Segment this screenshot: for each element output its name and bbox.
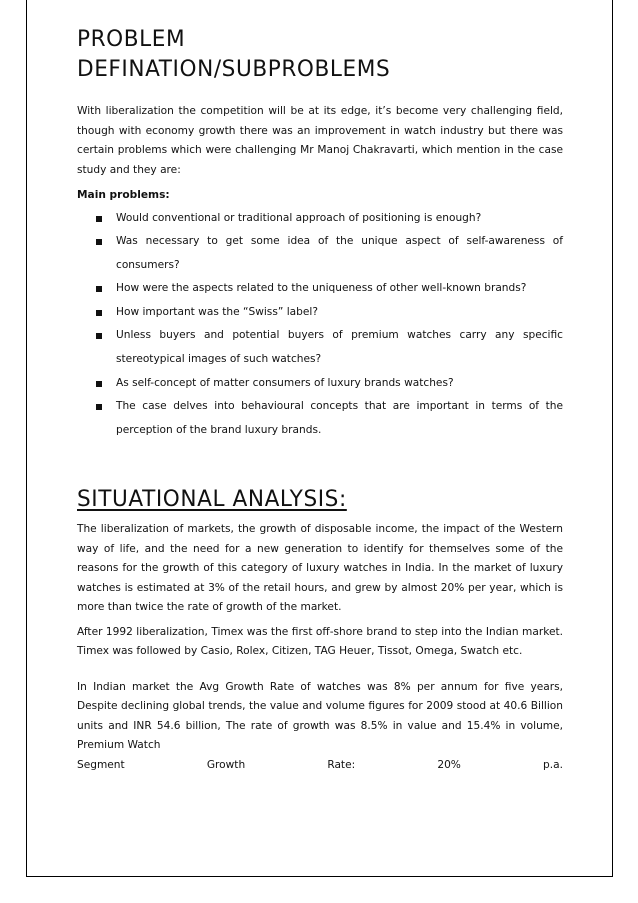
main-problems-label: Main problems:: [77, 189, 170, 201]
document-content: [77, 24, 563, 775]
problem-intro: With liberalization the competition will be at its edge, it’s become very challenging field, though with economy growth there was an improvement in watch industry but there was certain problems which were challenging Mr Manoj Chakravarti, which mention in the case study and they are:: [77, 105, 563, 176]
bullet-square-icon: [96, 381, 102, 387]
list-item: [77, 230, 563, 277]
list-item: [77, 301, 563, 325]
bullet-square-icon: [96, 404, 102, 410]
growth-word: 20%: [437, 758, 461, 771]
situational-para-1: The liberalization of markets, the growth of disposable income, the impact of the Western way of life, and the need for a new generation to identify for themselves some of the reasons for the growth of this category of luxury watches in India. In the market of luxury watches is estimated at 3% of the retail hours, and grew by almost 20% per year, which is more than twice the rate of growth of the market.: [77, 523, 563, 614]
list-item-text: The case delves into behavioural concepts that are important in terms of the perception of the brand luxury brands.: [116, 400, 563, 436]
list-item-text: How important was the “Swiss” label?: [116, 305, 318, 318]
problem-heading: [77, 24, 544, 84]
list-item: [77, 395, 563, 442]
list-item-text: How were the aspects related to the uniqueness of other well-known brands?: [116, 282, 527, 295]
list-item: [77, 207, 563, 231]
bullet-square-icon: [96, 286, 102, 292]
list-item: [77, 324, 563, 371]
situational-heading: [77, 484, 544, 514]
list-item: [77, 372, 563, 396]
growth-word: Rate:: [327, 758, 356, 771]
list-item: [77, 277, 563, 301]
bullet-square-icon: [96, 239, 102, 245]
problem-heading-line1: PROBLEM: [77, 26, 186, 52]
situational-heading-text: SITUATIONAL ANALYSIS:: [77, 486, 347, 513]
situational-para-3: In Indian market the Avg Growth Rate of watches was 8% per annum for five years, Despite declining global trends, the value and volume figures for 2009 stood at 40.6 Billion units and INR 54.6 billion, The rate of growth was 8.5% in value and 15.4% in volume, Premium Watch: [77, 680, 563, 752]
situational-para-2: After 1992 liberalization, Timex was the first off-shore brand to step into the Indian market. Timex was followed by Casio, Rolex, Citizen, TAG Heuer, Tissot, Omega, Swatch etc.: [77, 625, 563, 658]
list-item-text: Unless buyers and potential buyers of premium watches carry any specific stereotypical images of such watches?: [116, 329, 563, 366]
bullet-square-icon: [96, 216, 102, 222]
growth-word: p.a.: [543, 758, 563, 771]
growth-word: Segment: [77, 758, 125, 771]
growth-rate-line: [77, 756, 563, 776]
bullet-square-icon: [96, 333, 102, 339]
growth-word: Growth: [206, 758, 246, 771]
bullet-square-icon: [96, 310, 102, 316]
problem-heading-line2: DEFINATION/SUBPROBLEMS: [77, 56, 391, 82]
list-item-text: Would conventional or traditional approach of positioning is enough?: [116, 211, 482, 224]
list-item-text: As self-concept of matter consumers of luxury brands watches?: [116, 376, 454, 389]
list-item-text: Was necessary to get some idea of the unique aspect of self-awareness of consumers?: [116, 235, 563, 271]
problems-list: [77, 207, 563, 443]
